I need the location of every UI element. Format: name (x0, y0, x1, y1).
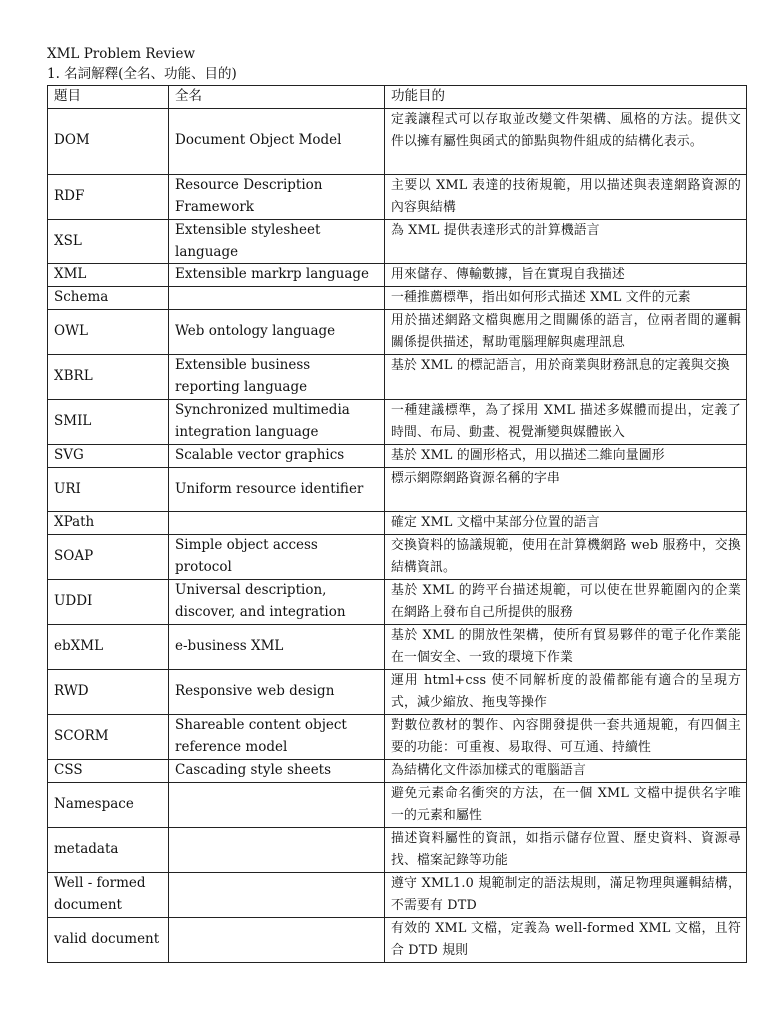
term-cell: UDDI (48, 579, 169, 624)
table-row (48, 108, 747, 174)
table-row (48, 444, 747, 467)
purpose-cell: 運用 html+css 使不同解析度的設備都能有適合的呈現方式，減少縮放、拖曳等操作 (385, 669, 747, 714)
full-name-cell: Extensible business reporting language (169, 355, 385, 400)
purpose-cell: 對數位教材的製作、內容開發提供一套共通規範，有四個主要的功能：可重複、易取得、可互通、持續性 (385, 714, 747, 759)
purpose-cell: 描述資料屬性的資訊，如指示儲存位置、歷史資料、資源尋找、檔案記錄等功能 (385, 827, 747, 872)
table-row (48, 827, 747, 872)
full-name-cell: Document Object Model (169, 108, 385, 174)
term-cell: RWD (48, 669, 169, 714)
term-cell: XML (48, 264, 169, 287)
purpose-cell: 有效的 XML 文檔，定義為 well-formed XML 文檔，且符合 DTD 規則 (385, 917, 747, 962)
table-row (48, 759, 747, 782)
full-name-cell: Universal description, discover, and integration (169, 579, 385, 624)
purpose-cell: 用來儲存、傳輸數據，旨在實現自我描述 (385, 264, 747, 287)
table-row (48, 714, 747, 759)
purpose-cell: 遵守 XML1.0 規範制定的語法規則，滿足物理與邏輯結構，不需要有 DTD (385, 872, 747, 917)
purpose-cell: 為 XML 提供表達形式的計算機語言 (385, 219, 747, 264)
purpose-cell: 標示網際網路資源名稱的字串 (385, 467, 747, 511)
table-row (48, 355, 747, 400)
purpose-cell: 為結構化文件添加樣式的電腦語言 (385, 759, 747, 782)
purpose-cell: 基於 XML 的圖形格式，用以描述二維向量圖形 (385, 444, 747, 467)
purpose-cell: 一種建議標準，為了採用 XML 描述多媒體而提出，定義了時間、布局、動畫、視覺漸變與媒體嵌入 (385, 399, 747, 444)
table-row (48, 219, 747, 264)
table-header-row (48, 86, 747, 109)
purpose-cell: 基於 XML 的跨平台描述規範，可以使在世界範圍內的企業在網路上發布自己所提供的服務 (385, 579, 747, 624)
table-row (48, 399, 747, 444)
full-name-cell: Responsive web design (169, 669, 385, 714)
term-cell: SVG (48, 444, 169, 467)
term-cell: SOAP (48, 534, 169, 579)
purpose-cell: 交換資料的協議規範，使用在計算機網路 web 服務中，交換結構資訊。 (385, 534, 747, 579)
section-title: 1. 名詞解釋(全名、功能、目的) (47, 66, 237, 82)
document-title: XML Problem Review (47, 46, 196, 62)
full-name-cell: Web ontology language (169, 310, 385, 355)
full-name-cell: Scalable vector graphics (169, 444, 385, 467)
full-name-cell (169, 287, 385, 310)
term-cell: DOM (48, 108, 169, 174)
term-cell: CSS (48, 759, 169, 782)
full-name-cell: Shareable content object reference model (169, 714, 385, 759)
full-name-cell (169, 782, 385, 827)
purpose-cell: 確定 XML 文檔中某部分位置的語言 (385, 511, 747, 534)
full-name-cell: Synchronized multimedia integration language (169, 399, 385, 444)
document-page (47, 44, 747, 963)
term-cell: XBRL (48, 355, 169, 400)
purpose-cell: 用於描述網路文檔與應用之間關係的語言，位兩者間的邏輯關係提供描述，幫助電腦理解與處理訊息 (385, 310, 747, 355)
term-cell: XSL (48, 219, 169, 264)
purpose-cell: 基於 XML 的標記語言，用於商業與財務訊息的定義與交換 (385, 355, 747, 400)
table-row (48, 174, 747, 219)
table-row (48, 917, 747, 962)
table-row (48, 579, 747, 624)
table-row (48, 264, 747, 287)
full-name-cell (169, 872, 385, 917)
purpose-cell: 主要以 XML 表達的技術規範，用以描述與表達網路資源的內容與結構 (385, 174, 747, 219)
term-cell: URI (48, 467, 169, 511)
full-name-cell: Simple object access protocol (169, 534, 385, 579)
full-name-cell: Resource Description Framework (169, 174, 385, 219)
full-name-cell: Extensible markrp language (169, 264, 385, 287)
purpose-cell: 基於 XML 的開放性架構，使所有貿易夥伴的電子化作業能在一個安全、一致的環境下作業 (385, 624, 747, 669)
term-cell: ebXML (48, 624, 169, 669)
table-row (48, 669, 747, 714)
table-row (48, 310, 747, 355)
full-name-cell (169, 827, 385, 872)
purpose-cell: 一種推薦標準，指出如何形式描述 XML 文件的元素 (385, 287, 747, 310)
table-row (48, 872, 747, 917)
header-term: 題目 (48, 86, 169, 109)
full-name-cell: e-business XML (169, 624, 385, 669)
term-cell: Namespace (48, 782, 169, 827)
term-cell: OWL (48, 310, 169, 355)
full-name-cell (169, 917, 385, 962)
table-row (48, 467, 747, 511)
table-row (48, 534, 747, 579)
header-full-name: 全名 (169, 86, 385, 109)
table-row (48, 624, 747, 669)
term-cell: Well - formed document (48, 872, 169, 917)
term-cell: SCORM (48, 714, 169, 759)
term-cell: XPath (48, 511, 169, 534)
table-row (48, 511, 747, 534)
full-name-cell: Uniform resource identifier (169, 467, 385, 511)
term-cell: RDF (48, 174, 169, 219)
full-name-cell: Extensible stylesheet language (169, 219, 385, 264)
header-purpose: 功能目的 (385, 86, 747, 109)
terms-table (47, 85, 747, 963)
full-name-cell (169, 511, 385, 534)
term-cell: SMIL (48, 399, 169, 444)
table-row (48, 287, 747, 310)
term-cell: valid document (48, 917, 169, 962)
purpose-cell: 避免元素命名衝突的方法，在一個 XML 文檔中提供名字唯一的元素和屬性 (385, 782, 747, 827)
purpose-cell: 定義讓程式可以存取並改變文件架構、風格的方法。提供文件以擁有屬性與函式的節點與物件組成的結構化表示。 (385, 108, 747, 174)
full-name-cell: Cascading style sheets (169, 759, 385, 782)
term-cell: Schema (48, 287, 169, 310)
term-cell: metadata (48, 827, 169, 872)
table-row (48, 782, 747, 827)
